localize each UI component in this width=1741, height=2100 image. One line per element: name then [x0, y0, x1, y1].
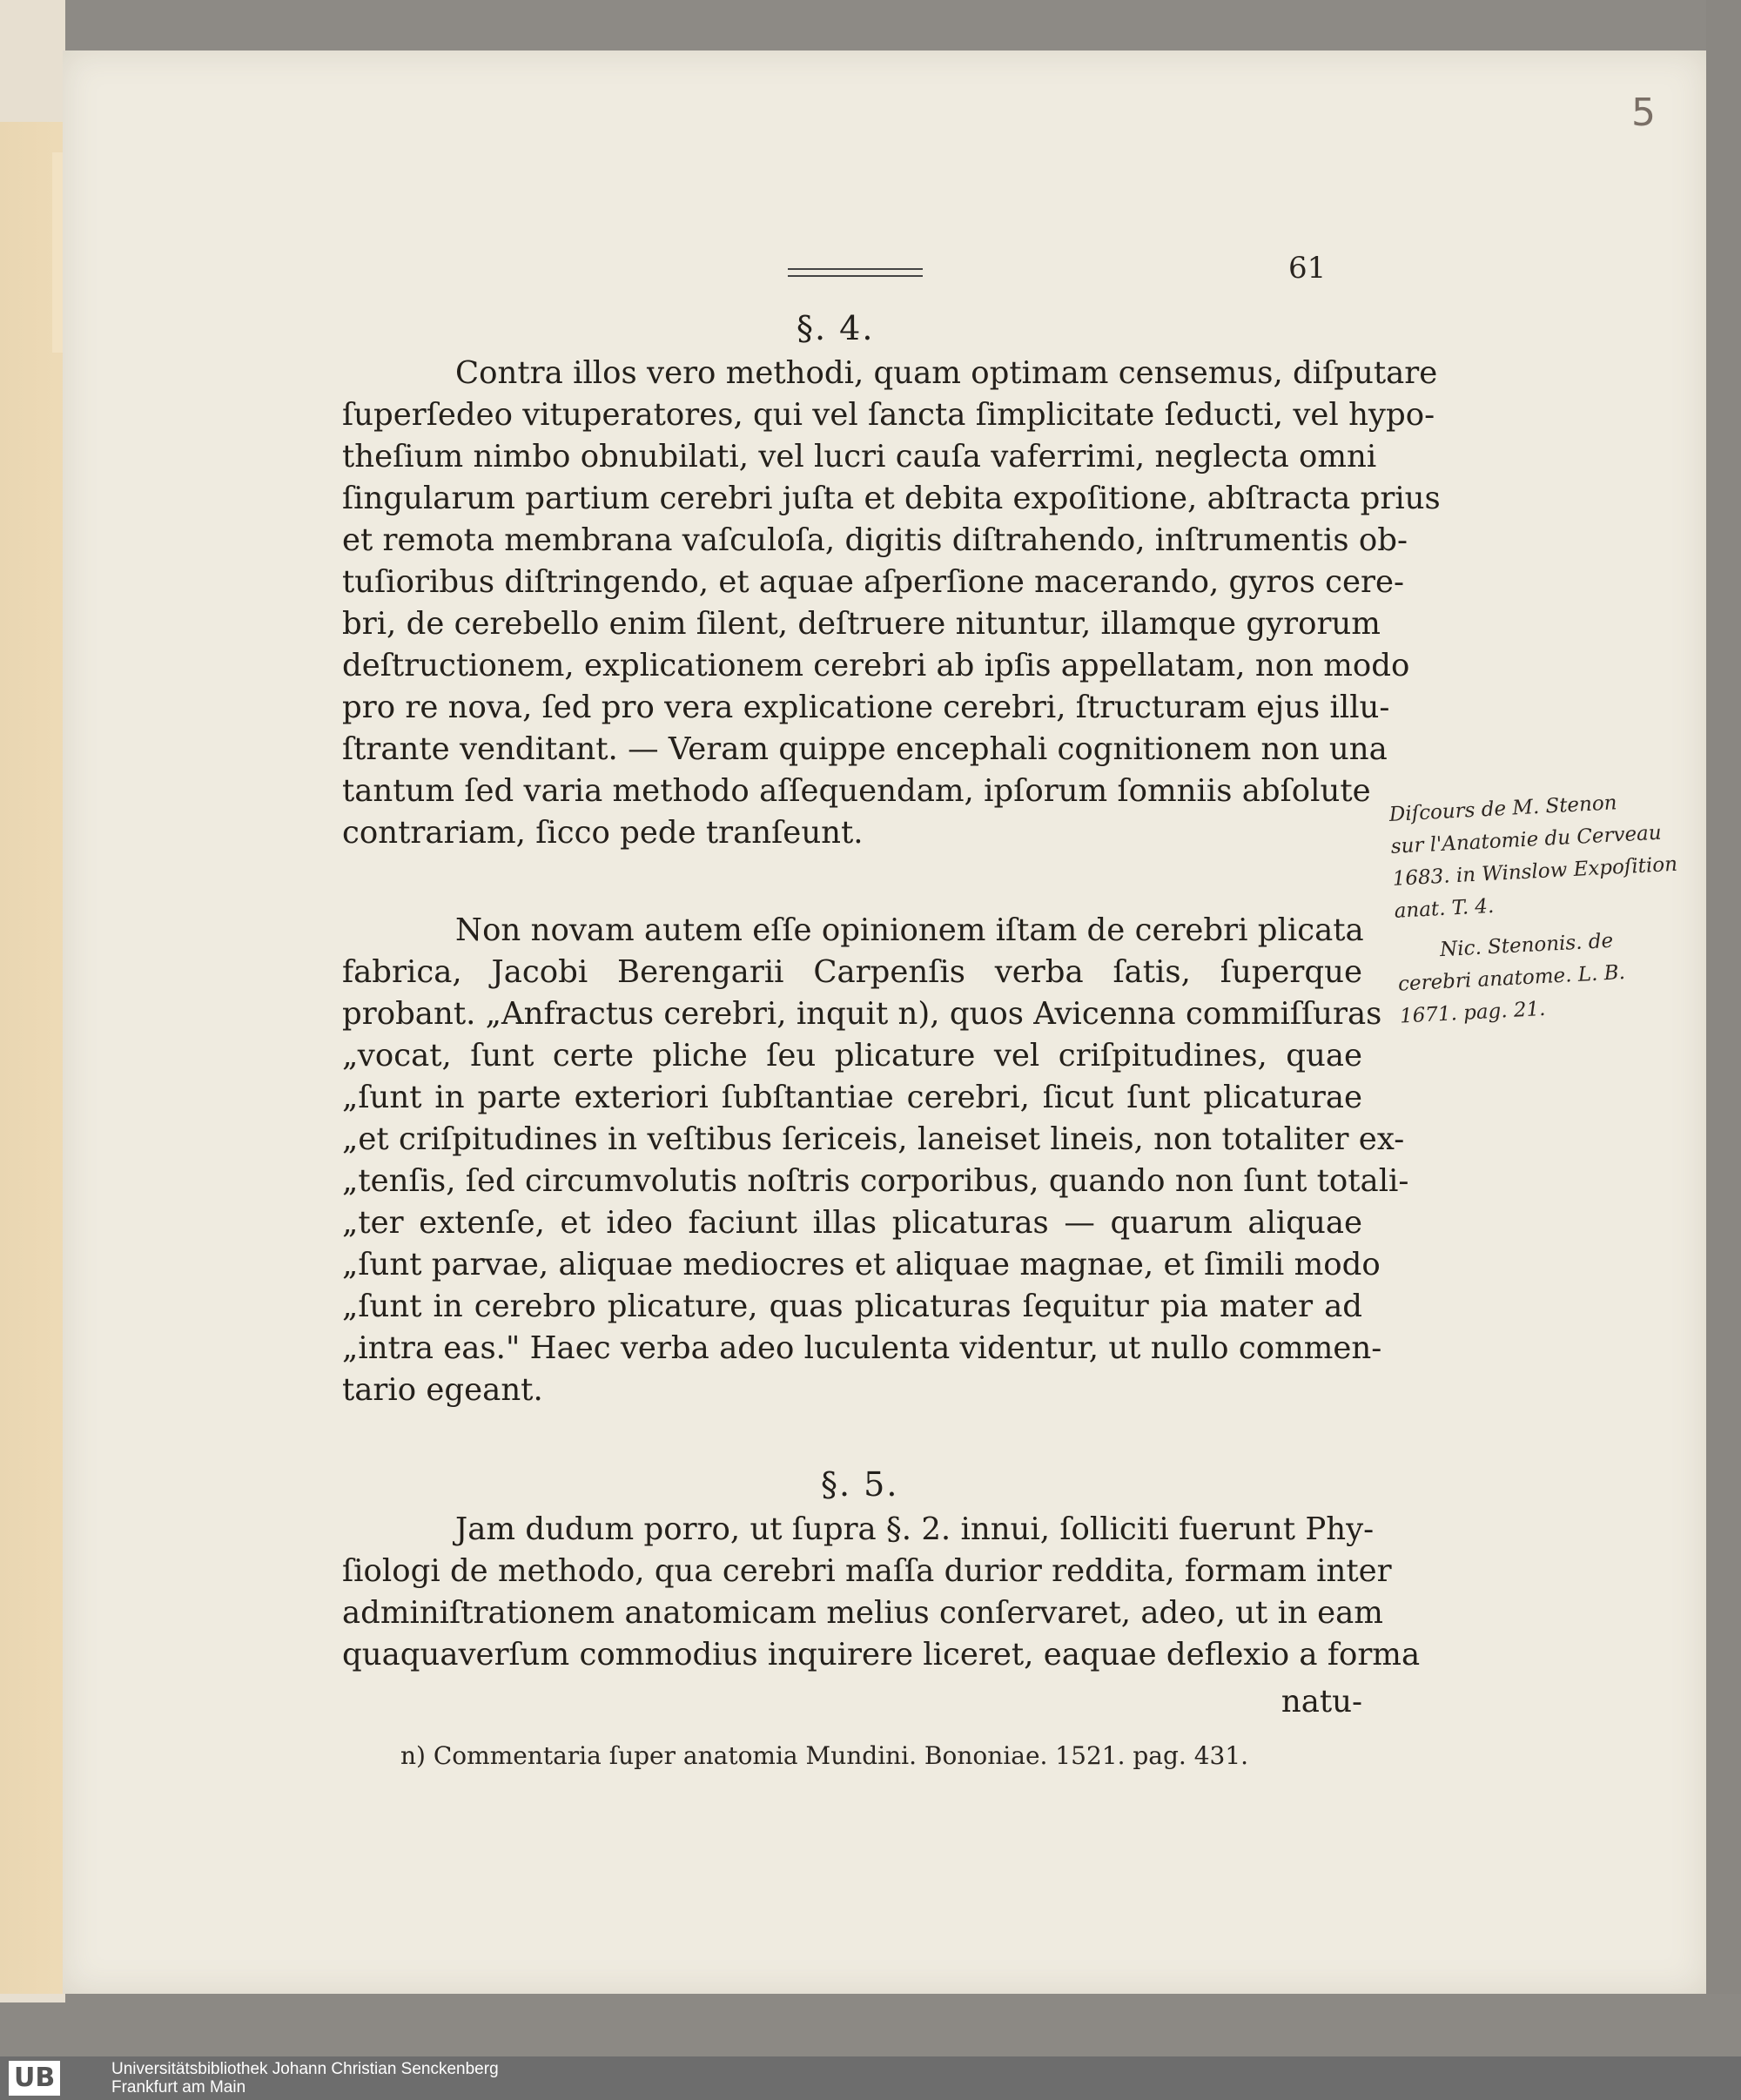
text-line: bri, de cerebello enim ſilent, deſtruere nituntur, illamque gyrorum — [342, 606, 1381, 642]
scanner-background-right — [1706, 0, 1741, 2100]
note-line: 1671. pag. 21. — [1399, 997, 1547, 1028]
text-line: „ſunt in cerebro plicature, quas plicaturas ſequitur pia mater ad — [342, 1289, 1362, 1324]
note-line: sur l'Anatomie du Cerveau — [1390, 821, 1663, 858]
library-name — [111, 2060, 499, 2097]
note-line: 1683. in Winslow Expoſition — [1392, 852, 1678, 891]
page-number: 61 — [1288, 251, 1327, 286]
text-line: ſuperſedeo vituperatores, qui vel ſancta ſimplicitate ſeducti, vel hypo- — [342, 397, 1435, 433]
section-5-heading: §. 5. — [821, 1465, 899, 1504]
section-4-heading: §. 4. — [797, 309, 875, 347]
note-line: anat. T. 4. — [1394, 894, 1495, 923]
text-line: ſtrante venditant. — Veram quippe encephali cognitionem non una — [342, 731, 1388, 767]
text-line: ſingularum partium cerebri juſta et debita expoſitione, abſtracta prius — [342, 481, 1441, 516]
catchword: natu- — [1281, 1684, 1362, 1720]
header-rule — [788, 268, 923, 277]
text-line: pro re nova, ſed pro vera explicatione cerebri, ſtructuram ejus illu- — [342, 690, 1390, 725]
text-line: tario egeant. — [342, 1372, 543, 1408]
note-line: cerebri anatome. L. B. — [1397, 961, 1626, 996]
library-location-line: Frankfurt am Main — [111, 2078, 246, 2097]
text-line: „intra eas." Haec verba adeo luculenta videntur, ut nullo commen- — [342, 1330, 1382, 1366]
scanner-background-bottom — [0, 1994, 1741, 2056]
text-line: tuſioribus diſtringendo, et aquae aſperſione macerando, gyros cere- — [342, 564, 1405, 600]
text-line: Non novam autem eſſe opinionem iſtam de cerebri plicata — [455, 912, 1364, 948]
marginal-handwritten-note — [1388, 783, 1714, 1033]
note-line: Nic. Stenonis. de — [1439, 929, 1614, 962]
text-line: Jam dudum porro, ut ſupra §. 2. innui, ſolliciti fuerunt Phy- — [455, 1511, 1375, 1547]
text-line: „ter extenſe, et ideo faciunt illas plicaturas — quarum aliquae — [342, 1205, 1362, 1241]
text-line: theſium nimbo obnubilati, vel lucri cauſa vaferrimi, neglecta omni — [342, 439, 1377, 475]
text-line: tantum ſed varia methodo aſſequendam, ipſorum ſomniis abſolute — [342, 773, 1371, 809]
text-line: fabrica, Jacobi Berengarii Carpenſis verba ſatis, ſuperque — [342, 954, 1362, 990]
footnote: n) Commentaria ſuper anatomia Mundini. Bononiae. 1521. pag. 431. — [400, 1741, 1249, 1770]
text-line: „ſunt in parte exteriori ſubſtantiae cerebri, ſicut ſunt plicaturae — [342, 1080, 1362, 1115]
text-line: probant. „Anfractus cerebri, inquit n), quos Avicenna commiſſuras — [342, 996, 1382, 1032]
text-line: deſtructionem, explicationem cerebri ab ipſis appellatam, non modo — [342, 648, 1410, 683]
library-name-line: Universitätsbibliothek Johann Christian Senckenberg — [111, 2060, 499, 2078]
text-line: contrariam, ſicco pede tranſeunt. — [342, 815, 864, 851]
library-logo: UB — [9, 2061, 60, 2096]
text-line: „ſunt parvae, aliquae mediocres et aliquae magnae, et ſimili modo — [342, 1247, 1381, 1282]
note-line: Diſcours de M. Stenon — [1388, 791, 1618, 826]
text-line: ſiologi de methodo, qua cerebri maſſa durior reddita, formam inter — [342, 1553, 1392, 1589]
text-line: Contra illos vero methodi, quam optimam censemus, diſputare — [455, 355, 1438, 391]
pencil-page-mark: 5 — [1631, 91, 1656, 135]
text-line: „tenſis, ſed circumvolutis noſtris corporibus, quando non ſunt totali- — [342, 1163, 1409, 1199]
text-line: quaquaverſum commodius inquirere liceret, eaquae deflexio a forma — [342, 1637, 1421, 1673]
scanner-background-top — [0, 0, 1741, 52]
text-line: „vocat, ſunt certe pliche ſeu plicature vel criſpitudines, quae — [342, 1038, 1362, 1074]
text-line: „et criſpitudines in veſtibus ſericeis, laneiset lineis, non totaliter ex- — [342, 1121, 1405, 1157]
text-line: adminiſtrationem anatomicam melius conſervaret, adeo, ut in eam — [342, 1595, 1383, 1631]
text-line: et remota membrana vaſculoſa, digitis diſtrahendo, inſtrumentis ob- — [342, 522, 1408, 558]
